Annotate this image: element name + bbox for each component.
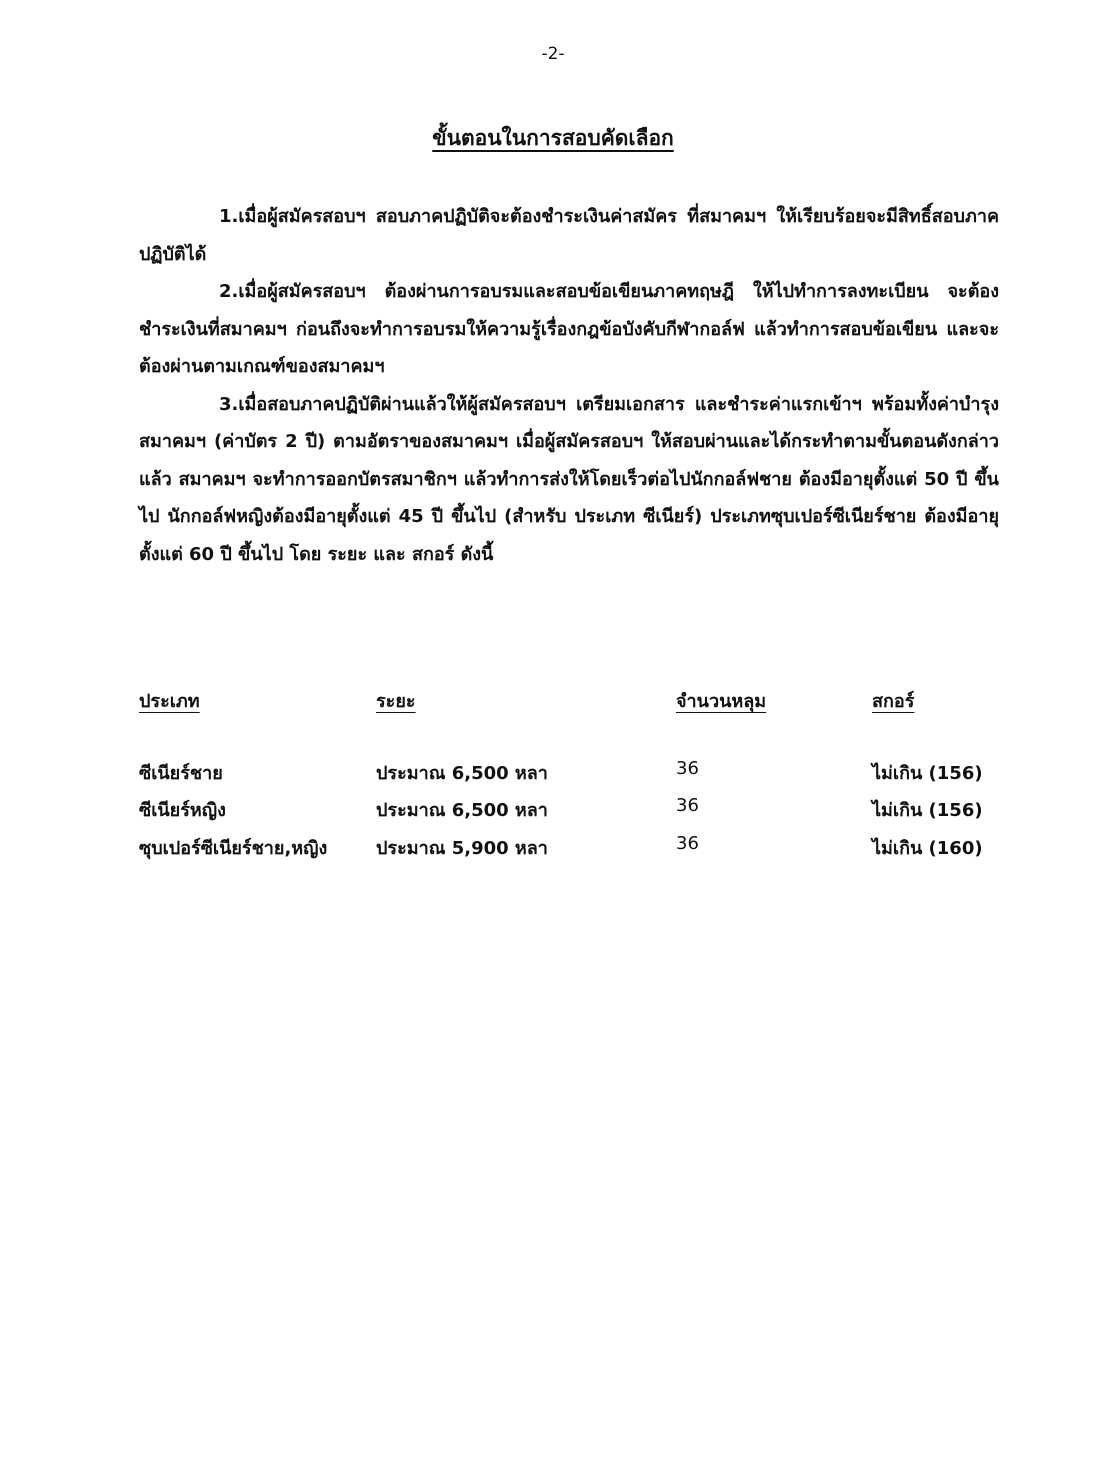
row-score: ไม่เกิน (160)	[872, 838, 983, 859]
row-score: ไม่เกิน (156)	[872, 800, 983, 821]
table-header-row	[139, 686, 999, 718]
header-distance: ระยะ	[376, 691, 416, 712]
row-distance: ประมาณ 5,900 หลา	[376, 838, 548, 859]
header-score: สกอร์	[872, 691, 915, 712]
row-holes: 36	[676, 795, 699, 816]
procedure-step-2: 2.เมื่อผู้สมัครสอบฯ ต้องผ่านการอบรมและสอบข้อเขียนภาคทฤษฎี ให้ไปทำการลงทะเบียน จะต้องชำระเงินที่สมาคมฯ ก่อนถึงจะทำการอบรมให้ความรู้เรื่องกฎข้อบังคับกีฬากอล์ฟ แล้วทำการสอบข้อเขียน และจะต้องผ่านตามเกณฑ์ของสมาคมฯ	[139, 281, 999, 377]
row-holes: 36	[676, 758, 699, 779]
document-title: ขั้นตอนในการสอบคัดเลือก	[432, 126, 674, 150]
procedure-text	[139, 198, 999, 573]
procedure-step-3: 3.เมื่อสอบภาคปฏิบัติผ่านแล้วให้ผู้สมัครสอบฯ เตรียมเอกสาร และชำระค่าแรกเข้าฯ พร้อมทั้งค่าบำรุงสมาคมฯ (ค่าบัตร 2 ปี) ตามอัตราของสมาคมฯ เมื่อผู้สมัครสอบฯ ให้สอบผ่านและได้กระทำตามขั้นตอนดังกล่าวแล้ว สมาคมฯ จะทำการออกบัตรสมาชิกฯ แล้วทำการส่งให้โดยเร็วต่อไปนักกอล์ฟชาย ต้องมีอายุตั้งแต่ 50 ปี ขึ้นไป นักกอล์ฟหญิงต้องมีอายุตั้งแต่ 45 ปี ขึ้นไป (สำหรับ ประเภท ซีเนียร์) ประเภทซุบเปอร์ซีเนียร์ชาย ต้องมีอายุ ตั้งแต่ 60 ปี ขึ้นไป โดย ระยะ และ สกอร์ ดังนี้	[139, 393, 999, 565]
table-row	[139, 758, 999, 790]
row-distance: ประมาณ 6,500 หลา	[376, 800, 548, 821]
row-holes: 36	[676, 833, 699, 854]
row-score: ไม่เกิน (156)	[872, 763, 983, 784]
header-category: ประเภท	[139, 691, 200, 712]
row-category: ซุบเปอร์ซีเนียร์ชาย,หญิง	[139, 838, 328, 859]
table-row	[139, 833, 999, 865]
table-row	[139, 795, 999, 827]
header-holes: จำนวนหลุม	[676, 691, 767, 712]
page-number: -2-	[541, 44, 565, 64]
row-category: ซีเนียร์ชาย	[139, 763, 223, 784]
procedure-step-1: 1.เมื่อผู้สมัครสอบฯ สอบภาคปฏิบัติจะต้องชำระเงินค่าสมัคร ที่สมาคมฯ ให้เรียบร้อยจะมีสิทธิ์สอบภาคปฏิบัติได้	[139, 206, 999, 265]
row-distance: ประมาณ 6,500 หลา	[376, 763, 548, 784]
row-category: ซีเนียร์หญิง	[139, 800, 226, 821]
